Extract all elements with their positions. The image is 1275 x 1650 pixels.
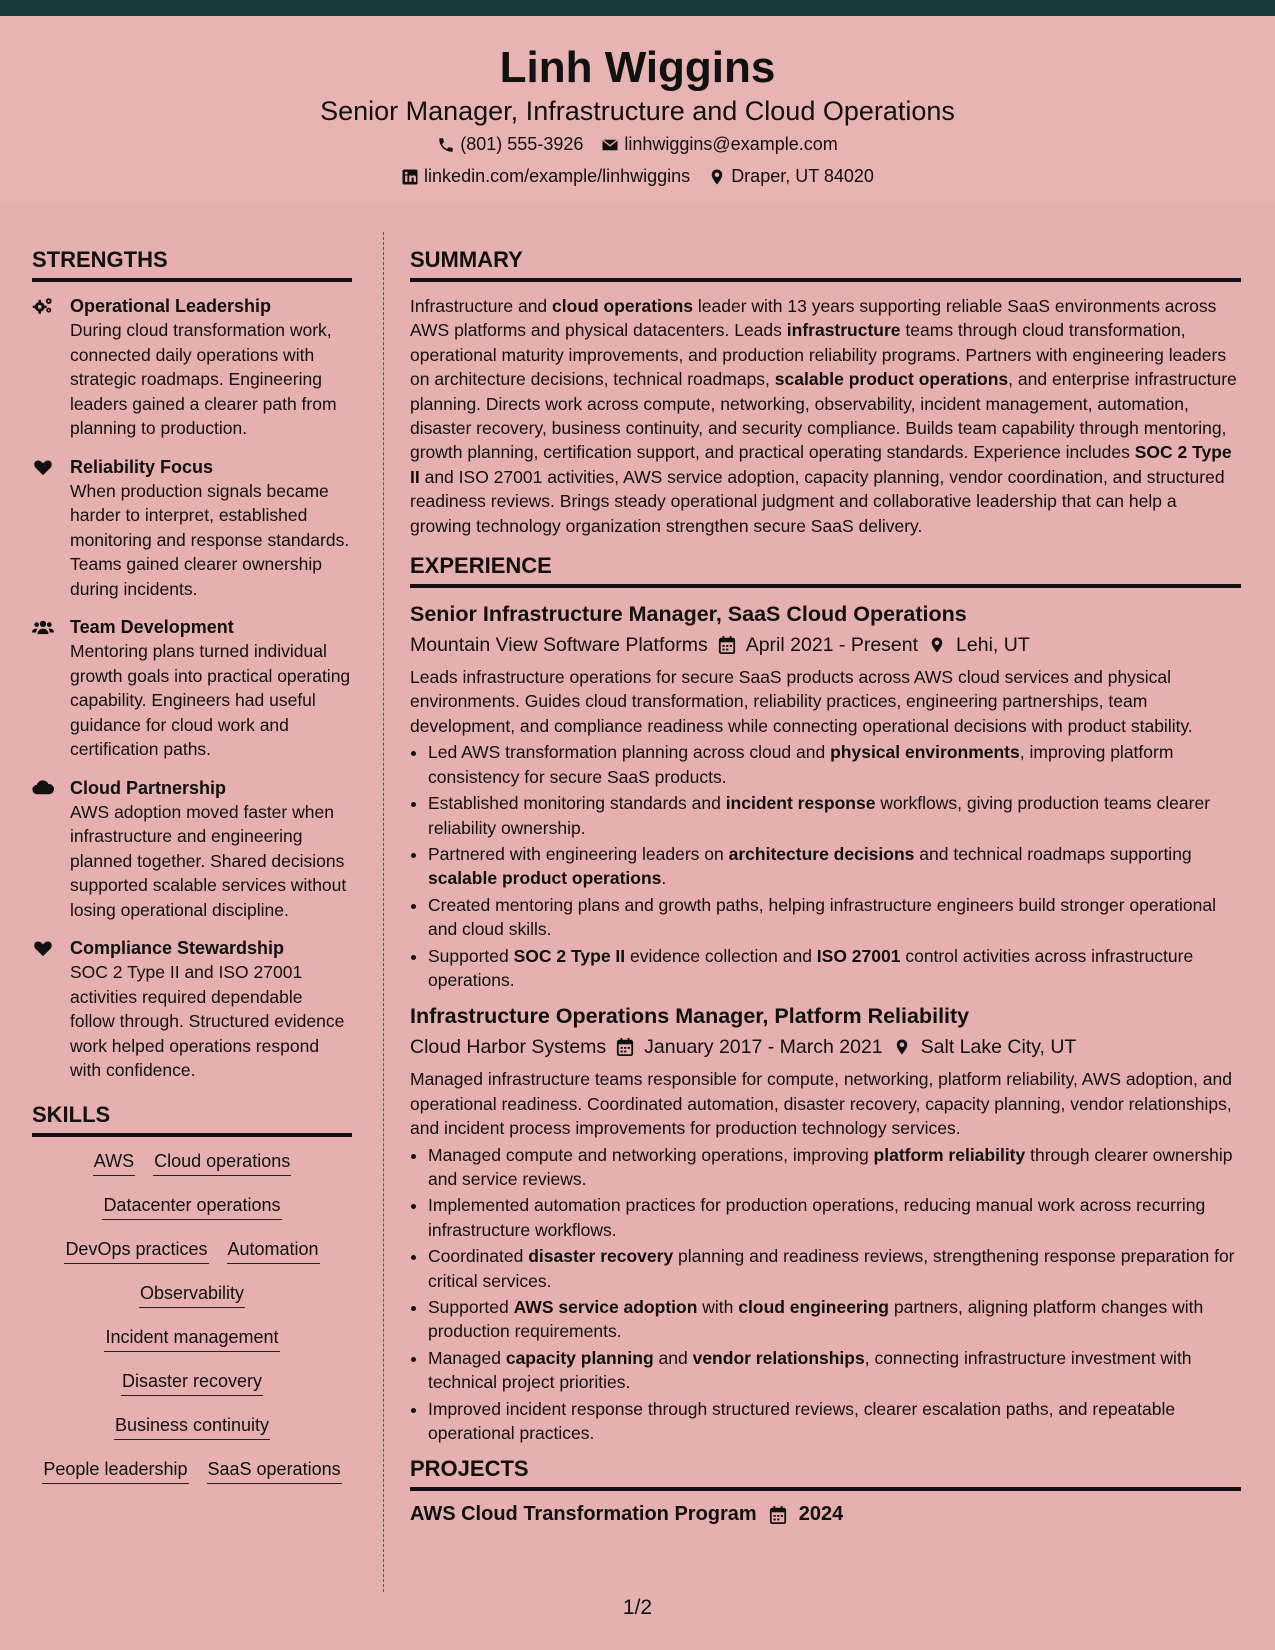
skill-tag: Datacenter operations bbox=[102, 1193, 281, 1220]
calendar-icon bbox=[769, 1505, 787, 1525]
job-company: Mountain View Software Platforms bbox=[410, 634, 708, 657]
right-column bbox=[410, 246, 1241, 1526]
job-location: Salt Lake City, UT bbox=[920, 1036, 1077, 1059]
skill-row bbox=[32, 1149, 352, 1176]
strength-text: When production signals became harder to interpret, established monitoring and response standards. Teams gained clearer ownership during incidents. bbox=[70, 480, 350, 599]
top-bar bbox=[0, 0, 1275, 16]
job-bullet: • Led AWS transformation planning across cloud and physical environments, improving platform consistency for secure SaaS products. bbox=[428, 740, 1241, 789]
skill-row bbox=[32, 1369, 352, 1396]
job-description: Leads infrastructure operations for secure SaaS products across AWS cloud services and physical environments. Guides cloud transformation, reliability practices, engineering partnerships, team development, and compliance readiness while connecting operational decisions with product stability. bbox=[410, 667, 1193, 736]
projects-heading: PROJECTS bbox=[410, 1455, 1241, 1491]
skill-row bbox=[32, 1193, 352, 1220]
job-bullet: • Managed capacity planning and vendor relationships, connecting infrastructure investment with technical project priorities. bbox=[428, 1346, 1241, 1395]
job-bullet: • Partnered with engineering leaders on architecture decisions and technical roadmaps supporting scalable product operations. bbox=[428, 842, 1241, 891]
strength-text: AWS adoption moved faster when infrastructure and engineering planned together. Shared decisions supported scalable services without losing operational discipline. bbox=[70, 801, 347, 920]
skill-row bbox=[32, 1413, 352, 1440]
job-meta bbox=[410, 632, 1241, 658]
job-dates: April 2021 - Present bbox=[745, 634, 919, 657]
strength-name: Compliance Stewardship bbox=[70, 938, 285, 958]
skill-tag: Cloud operations bbox=[153, 1149, 291, 1176]
location-contact bbox=[708, 166, 874, 187]
skill-tag: SaaS operations bbox=[207, 1457, 342, 1484]
page-number: 1/2 bbox=[622, 1596, 653, 1619]
calendar-icon bbox=[718, 635, 736, 655]
job-company: Cloud Harbor Systems bbox=[410, 1036, 607, 1059]
skills-heading: SKILLS bbox=[32, 1101, 352, 1137]
cloud-icon bbox=[32, 776, 56, 923]
skill-tag: Observability bbox=[139, 1281, 245, 1308]
phone-contact[interactable] bbox=[437, 134, 583, 155]
strength-item bbox=[32, 615, 352, 762]
linkedin-icon bbox=[401, 168, 419, 186]
summary-heading: SUMMARY bbox=[410, 246, 1241, 282]
candidate-title: Senior Manager, Infrastructure and Cloud Operations bbox=[320, 96, 955, 126]
summary-text: Infrastructure and cloud operations leader with 13 years supporting reliable SaaS environments across AWS platforms and physical datacenters. Leads infrastructure teams through cloud transformation, operational maturity improvements, and production reliability programs. Partners with engineering leaders on architecture decisions, technical roadmaps, scalable product operations, and enterprise infrastructure planning. Directs work across compute, networking, observability, incident management, automation, disaster recovery, business continuity, and security compliance. Builds team capability through mentoring, growth planning, certification support, and practical operating standards. Experience includes SOC 2 Type II and ISO 27001 activities, AWS service adoption, capacity planning, vendor coordination, and structured readiness reviews. Brings steady operational judgment and collaborative leadership that can help a growing technology organization strengthen secure SaaS delivery. bbox=[410, 296, 1237, 536]
heart-icon bbox=[32, 455, 56, 602]
skill-tag: AWS bbox=[93, 1149, 135, 1176]
skill-tag: DevOps practices bbox=[64, 1237, 208, 1264]
skill-row bbox=[32, 1281, 352, 1308]
job-bullet: • Managed compute and networking operations, improving platform reliability through clearer ownership and service reviews. bbox=[428, 1143, 1241, 1192]
job-entry bbox=[410, 1002, 1241, 1445]
strength-item bbox=[32, 936, 352, 1083]
job-description: Managed infrastructure teams responsible for compute, networking, platform reliability, AWS adoption, and operational readiness. Coordinated automation, disaster recovery, capacity planning, vendor relationships, and incident process improvements for production technology services. bbox=[410, 1069, 1232, 1139]
job-bullet: • Coordinated disaster recovery planning and readiness reviews, strengthening response preparation for critical services. bbox=[428, 1244, 1241, 1293]
job-bullet: • Supported AWS service adoption with cloud engineering partners, aligning platform changes with production requirements. bbox=[428, 1295, 1241, 1344]
email-text: linhwiggins@example.com bbox=[624, 134, 838, 154]
skill-tag: Automation bbox=[227, 1237, 320, 1264]
gears-icon bbox=[32, 294, 56, 441]
strengths-list bbox=[32, 294, 352, 1083]
strength-item bbox=[32, 776, 352, 923]
job-title: Infrastructure Operations Manager, Platform Reliability bbox=[410, 1004, 970, 1029]
job-title: Senior Infrastructure Manager, SaaS Cloud Operations bbox=[410, 602, 967, 627]
candidate-name: Linh Wiggins bbox=[499, 43, 776, 92]
job-bullet: • Supported SOC 2 Type II evidence collection and ISO 27001 control activities across infrastructure operations. bbox=[428, 944, 1241, 993]
job-bullets bbox=[428, 740, 1241, 992]
email-contact[interactable] bbox=[601, 134, 837, 155]
resume-header bbox=[0, 16, 1275, 204]
heart-icon bbox=[32, 936, 56, 1083]
job-bullet: • Established monitoring standards and incident response workflows, giving production teams clearer reliability ownership. bbox=[428, 791, 1241, 840]
skills-list bbox=[32, 1149, 352, 1484]
job-bullet: • Implemented automation practices for production operations, reducing manual work across recurring infrastructure workflows. bbox=[428, 1193, 1241, 1242]
strength-name: Team Development bbox=[70, 617, 234, 637]
contact-row-2 bbox=[0, 166, 1275, 187]
skill-tag: Disaster recovery bbox=[121, 1369, 263, 1396]
project-year: 2024 bbox=[798, 1503, 844, 1526]
job-entry bbox=[410, 600, 1241, 992]
jobs-list bbox=[410, 600, 1241, 1445]
column-divider bbox=[383, 232, 384, 1592]
job-bullets bbox=[428, 1143, 1241, 1446]
map-pin-icon bbox=[708, 168, 726, 186]
map-pin-icon bbox=[928, 635, 946, 655]
skill-tag: People leadership bbox=[42, 1457, 188, 1484]
users-icon bbox=[32, 615, 56, 762]
projects-list bbox=[410, 1503, 1241, 1526]
strength-text: Mentoring plans turned individual growth goals into practical operating capability. Engineers had useful guidance for cloud work and certification paths. bbox=[70, 641, 351, 759]
skill-row bbox=[32, 1325, 352, 1352]
linkedin-contact[interactable] bbox=[401, 166, 690, 187]
strength-item bbox=[32, 294, 352, 441]
location-text: Draper, UT 84020 bbox=[731, 166, 874, 186]
skill-tag: Incident management bbox=[104, 1325, 279, 1352]
calendar-icon bbox=[616, 1037, 634, 1057]
strength-name: Cloud Partnership bbox=[70, 777, 227, 798]
job-meta bbox=[410, 1034, 1241, 1060]
strength-text: SOC 2 Type II and ISO 27001 activities required dependable follow through. Structured evidence work helped operations respond with confidence. bbox=[70, 962, 345, 1080]
job-dates: January 2017 - March 2021 bbox=[644, 1036, 883, 1059]
contact-row-1 bbox=[0, 134, 1275, 155]
envelope-icon bbox=[601, 136, 619, 154]
experience-heading: EXPERIENCE bbox=[410, 552, 1241, 588]
project-name: AWS Cloud Transformation Program bbox=[410, 1503, 757, 1526]
strength-item bbox=[32, 455, 352, 602]
map-pin-icon bbox=[893, 1037, 911, 1057]
strength-name: Reliability Focus bbox=[70, 456, 214, 477]
strength-name: Operational Leadership bbox=[70, 296, 272, 316]
strengths-heading: STRENGTHS bbox=[32, 246, 352, 282]
strength-text: During cloud transformation work, connected daily operations with strategic roadmaps. Engineering leaders gained a clearer path from planning to production. bbox=[70, 320, 337, 438]
job-bullet: • Created mentoring plans and growth paths, helping infrastructure engineers build stronger operational and cloud skills. bbox=[428, 893, 1241, 942]
project-entry bbox=[410, 1503, 1241, 1526]
skill-row bbox=[32, 1457, 352, 1484]
job-location: Lehi, UT bbox=[956, 634, 1030, 657]
linkedin-text: linkedin.com/example/linhwiggins bbox=[424, 166, 691, 186]
phone-icon bbox=[437, 136, 455, 154]
phone-text: (801) 555-3926 bbox=[460, 134, 584, 154]
skill-tag: Business continuity bbox=[114, 1413, 270, 1440]
job-bullet: • Improved incident response through structured reviews, clearer escalation paths, and repeatable operational practices. bbox=[428, 1397, 1241, 1446]
left-column bbox=[32, 246, 352, 1501]
skill-row bbox=[32, 1237, 352, 1264]
